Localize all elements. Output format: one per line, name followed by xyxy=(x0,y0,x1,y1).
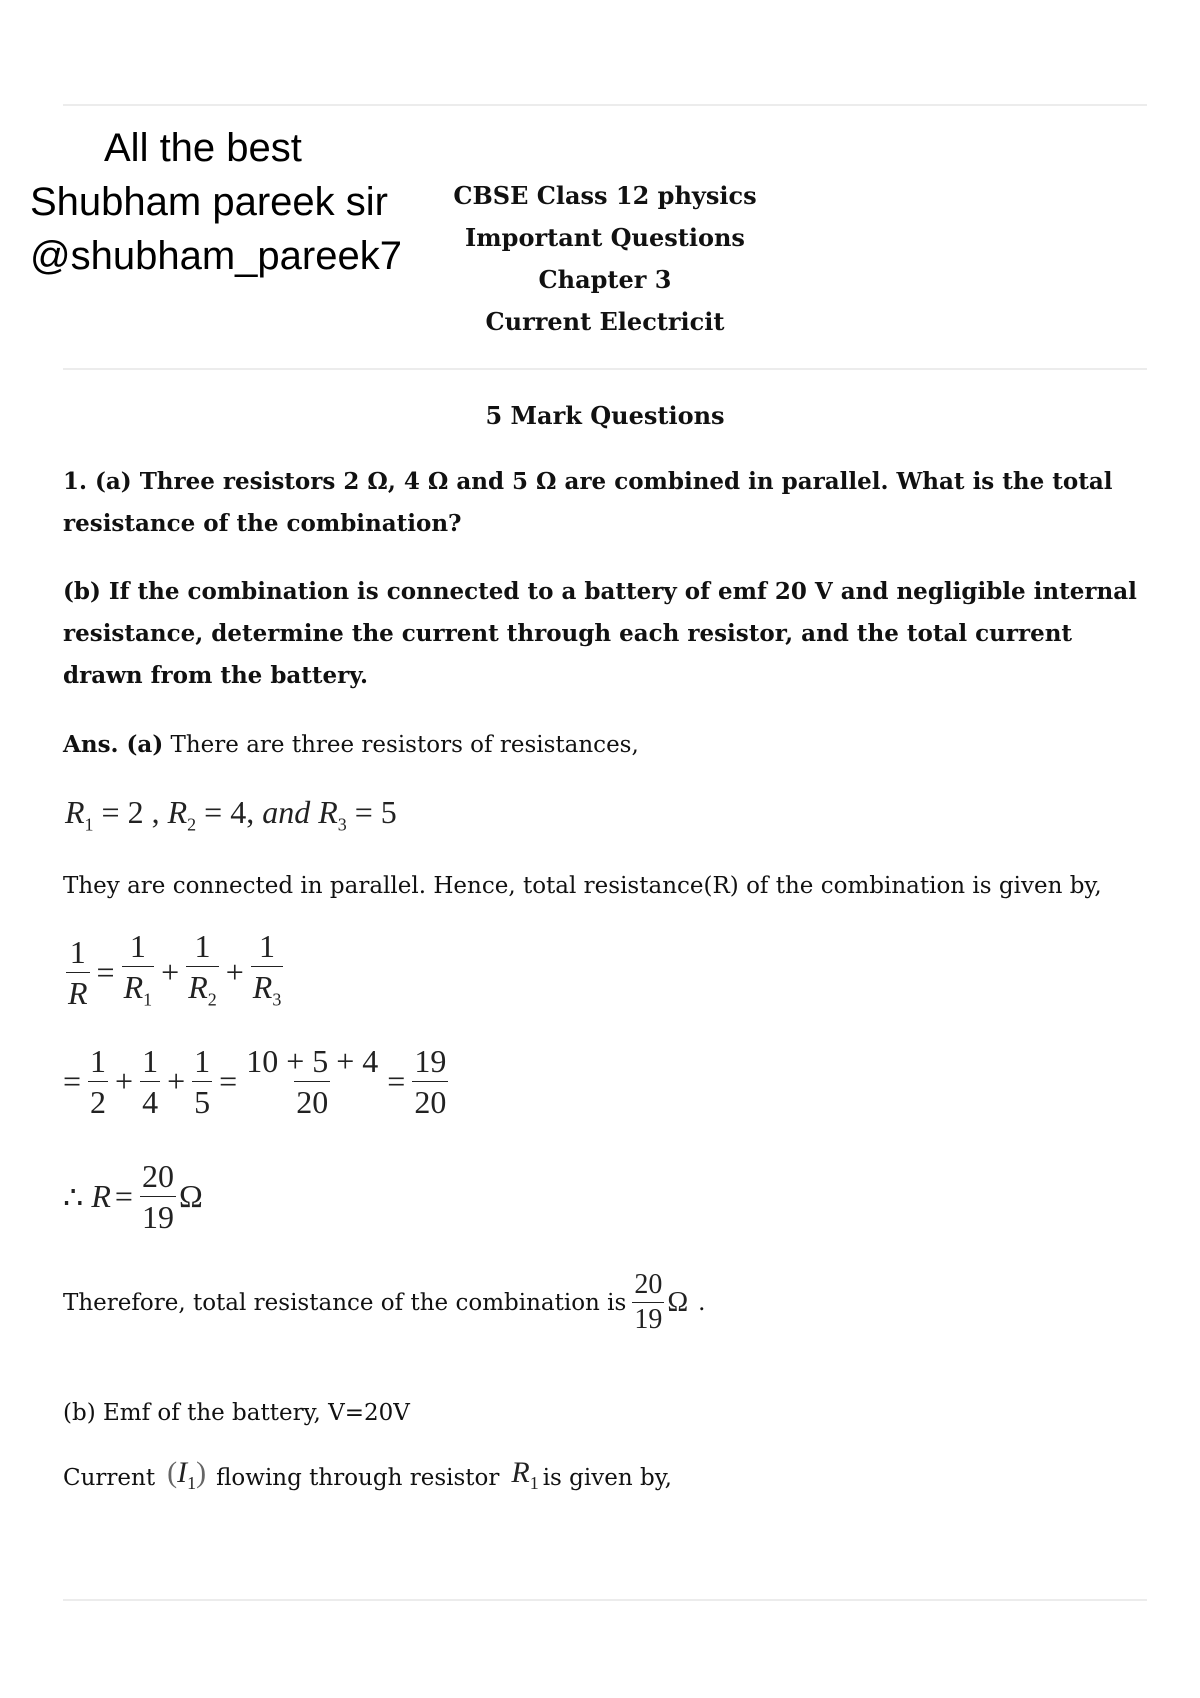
equation-resistances xyxy=(65,790,397,846)
frac-1-over-5: $\frac{1}{5}$ xyxy=(194,1043,211,1120)
answer-intro-text: There are three resistors of resistances, xyxy=(170,732,639,758)
inline-ohm-symbol: Ω xyxy=(667,1286,689,1318)
header-divider xyxy=(63,368,1147,370)
r3-subscript: 3 xyxy=(337,814,347,835)
r2-symbol: R xyxy=(167,794,188,830)
therefore-text: Therefore, total resistance of the combination is xyxy=(63,1289,627,1316)
current-statement: Current $(I_1)$ flowing through resistor $R_1$ is given by, xyxy=(63,1452,672,1504)
r1-subscript: 1 xyxy=(84,814,94,835)
header-title-line-1: CBSE Class 12 physics xyxy=(453,181,757,210)
ohm-symbol: Ω xyxy=(178,1178,203,1214)
bottom-divider xyxy=(63,1599,1147,1601)
frac-20-over-19: $\frac{20}{19}$ xyxy=(141,1158,174,1235)
stamp-line-2: Shubham pareek sir xyxy=(30,180,388,224)
answer-intro xyxy=(63,724,1143,766)
equation-result: ∴ R = $\frac{20}{19}$ Ω xyxy=(63,1158,203,1235)
r2-value: = 4, xyxy=(204,794,255,830)
equation-parallel: $\frac{1}{R}$ = $\frac{1}{R_1}$ + $\frac{1}{R_2}$ + $\frac{1}{R_3}$ xyxy=(63,928,286,1017)
frac-sum-over-20: $\frac{10 + 5 + 4}{20}$ xyxy=(246,1043,379,1120)
frac-1-over-r2: $\frac{1}{R_2}$ xyxy=(186,928,219,1017)
answer-label: Ans. (a) xyxy=(63,731,164,758)
therefore-line: Therefore, total resistance of the combination is $\frac{20}{19}$ Ω . xyxy=(63,1269,706,1335)
stamp-line-3: @shubham_pareek7 xyxy=(30,234,402,278)
r2-subscript: 2 xyxy=(187,814,197,835)
header-title-line-3: Chapter 3 xyxy=(538,265,672,294)
question-part-b: (b) If the combination is connected to a battery of emf 20 V and negligible internal resistance, determine the current through each resistor, and the total current drawn from the battery. xyxy=(63,578,1137,689)
r3-symbol: R xyxy=(318,794,338,830)
emf-statement: (b) Emf of the battery, V=20V xyxy=(63,1400,410,1426)
frac-1-over-4: $\frac{1}{4}$ xyxy=(142,1043,159,1120)
frac-1-over-r3: $\frac{1}{R_3}$ xyxy=(251,928,284,1017)
top-divider xyxy=(63,104,1147,106)
header-title-line-2: Important Questions xyxy=(465,223,745,252)
and-word: and xyxy=(262,794,311,830)
r1-value: = 2 , xyxy=(101,794,160,830)
equation-sum: = $\frac{1}{2}$ + $\frac{1}{4}$ + $\frac{1}{5}$ = $\frac{10 + 5 + 4}{20}$ = $\frac{19}{20}$ xyxy=(63,1043,447,1120)
frac-1-over-r1: $\frac{1}{R_1}$ xyxy=(122,928,155,1017)
frac-1-over-2: $\frac{1}{2}$ xyxy=(90,1043,107,1120)
parallel-statement: They are connected in parallel. Hence, total resistance(R) of the combination is given by, xyxy=(63,873,1102,899)
inline-frac-20-over-19: $\frac{20}{19}$ xyxy=(634,1269,663,1335)
frac-19-over-20: $\frac{19}{20}$ xyxy=(414,1043,447,1120)
frac-1-over-r: $\frac{1}{R}$ xyxy=(68,934,88,1012)
section-title: 5 Mark Questions xyxy=(485,401,725,430)
current-i1-symbol: $(I_1)$ xyxy=(167,1456,207,1493)
header-title-line-4: Current Electricit xyxy=(485,307,725,336)
current-r1-symbol: $R_1$ xyxy=(511,1456,539,1493)
r3-value: = 5 xyxy=(354,794,397,830)
r1-symbol: R xyxy=(65,794,85,830)
therefore-symbol: ∴ xyxy=(63,1178,84,1215)
question-part-a: 1. (a) Three resistors 2 Ω, 4 Ω and 5 Ω are combined in parallel. What is the total resistance of the combination? xyxy=(63,468,1113,537)
stamp-line-1: All the best xyxy=(104,126,302,170)
